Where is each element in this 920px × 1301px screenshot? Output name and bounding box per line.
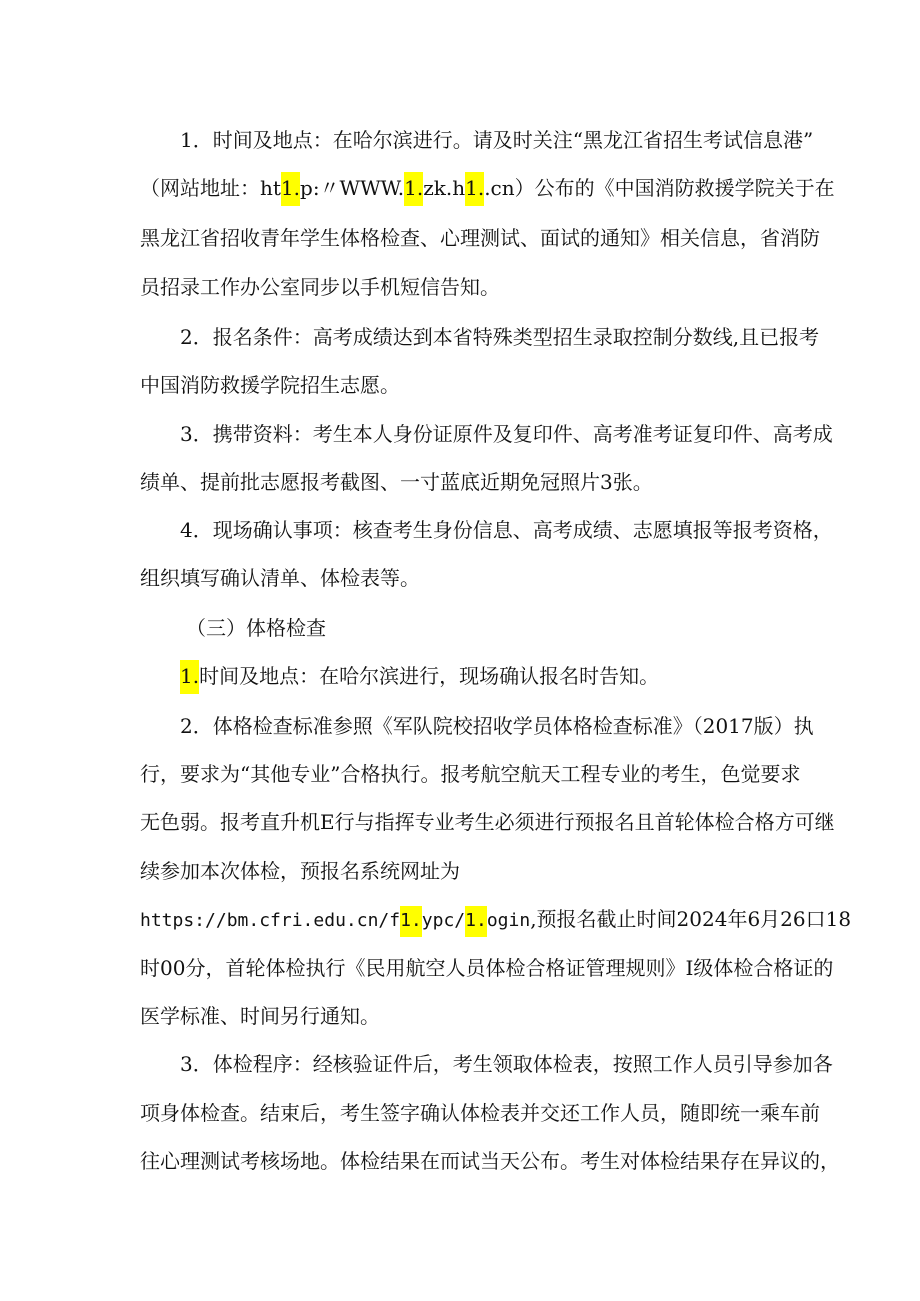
pe2-line7: 医学标准、时间另行通知。 (140, 1004, 380, 1028)
pe2-line3: 无色弱。报考直升机E行与指挥专业考生必须进行预报名且首轮体检合格方可继 (140, 810, 835, 834)
highlight-mark: 1. (180, 660, 199, 694)
item1-line2 (140, 174, 880, 202)
pe3-line3: 往心理测试考核场地。体检结果在而试当天公布。考生对体检结果存在异议的， (140, 1149, 840, 1173)
pe2-line1: 2．体格检查标准参照《军队院校招收学员体格检查标准》（2017版）执 (180, 714, 814, 738)
highlight-mark: 1. (465, 906, 487, 937)
item1-line3: 黑龙江省招收青年学生体格检查、心理测试、面试的通知》相关信息，省消防 (140, 226, 820, 250)
text-span: p:〃WWW. (300, 176, 405, 200)
url-text: ogin (486, 910, 531, 931)
url-text: https://bm.cfri.edu.cn/f (140, 910, 401, 931)
highlight-mark: 1. (465, 172, 484, 206)
pe2-line4: 续参加本次体检，预报名系统网址为 (140, 859, 460, 883)
item2-line1: 2．报名条件：高考成绩达到本省特殊类型招生录取控制分数线,且已报考 (180, 325, 820, 349)
pe2-line5 (140, 905, 880, 935)
text-span: .cn）公布的《中国消防救援学院关于在 (484, 176, 835, 200)
pe3-line1: 3．体检程序：经核验证件后，考生领取体检表，按照工作人员引导参加各 (180, 1052, 833, 1076)
item1-line1: 1．时间及地点：在哈尔滨进行。请及时关注“黑龙江省招生考试信息港” (180, 128, 814, 152)
text-span: （网站地址：ht (140, 176, 281, 200)
text-span: 时间及地点：在哈尔滨进行，现场确认报名时告知。 (199, 664, 660, 688)
url-text: ypc/ (421, 910, 466, 931)
section-heading: （三）体格检查 (186, 616, 326, 640)
pe2-line2: 行，要求为“其他专业”合格执行。报考航空航天工程专业的考生，色觉要求 (140, 762, 801, 786)
item4-line1: 4．现场确认事项：核查考生身份信息、高考成绩、志愿填报等报考资格， (180, 518, 833, 542)
highlight-mark: 1. (400, 906, 422, 937)
item1-line4: 员招录工作办公室同步以手机短信告知。 (140, 275, 500, 299)
item3-line1: 3．携带资料：考生本人身份证原件及复印件、高考准考证复印件、高考成 (180, 422, 833, 446)
item3-line2: 绩单、提前批志愿报考截图、一寸蓝底近期免冠照片3张。 (140, 470, 653, 494)
text-span: zk.h (423, 176, 466, 200)
pe3-line2: 项身体检查。结束后，考生签字确认体检表并交还工作人员，随即统一乘车前 (140, 1101, 820, 1125)
pe2-line6: 时00分，首轮体检执行《民用航空人员体检合格证管理规则》I级体检合格证的 (140, 956, 834, 980)
item4-line2: 组织填写确认清单、体检表等。 (140, 566, 420, 590)
text-span: ,预报名截止时间2024年6月26口18 (530, 907, 852, 931)
pe1-line1 (180, 662, 920, 690)
item2-line2: 中国消防救援学院招生志愿。 (140, 373, 400, 397)
highlight-mark: 1. (281, 172, 300, 206)
highlight-mark: 1. (404, 172, 423, 206)
